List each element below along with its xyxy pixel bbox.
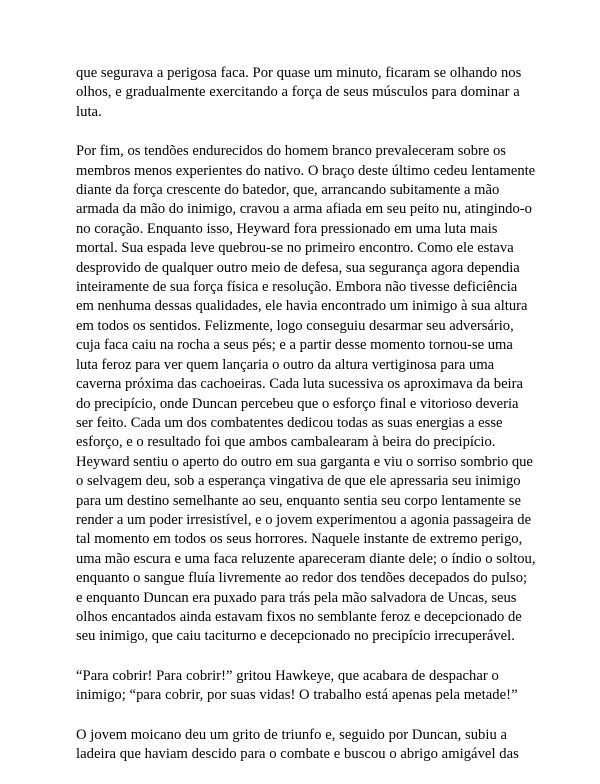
paragraph-4: O jovem moicano deu um grito de triunfo e, seguido por Duncan, subiu a ladeira que haviam descido para o combate e buscou o abrigo amigável das <box>76 726 519 762</box>
body-text <box>76 64 536 784</box>
paragraph-3: “Para cobrir! Para cobrir!” gritou Hawkeye, que acabara de despachar o inimigo; “para cobrir, por suas vidas! O trabalho está apenas pela metade!” <box>76 667 518 704</box>
paragraph-2: Por fim, os tendões endurecidos do homem branco prevaleceram sobre os membros menos experientes do nativo. O braço deste último cedeu lentamente diante da força crescente do batedor, que, arrancando subitamente a mão armada da mão do inimigo, cravou a arma afiada em seu peito nu, atingindo-o no coração. Enquanto isso, Heyward fora pressionado em uma luta mais mortal. Sua espada leve quebrou-se no primeiro encontro. Como ele estava desprovido de qualquer outro meio de defesa, sua segurança agora dependia inteiramente de sua força física e resolução. Embora não tivesse deficiência em nenhuma dessas qualidades, ele havia encontrado um inimigo à sua altura em todos os sentidos. Felizmente, logo conseguiu desarmar seu adversário, cuja faca caiu na rocha a seus pés; e a partir desse momento tornou-se uma luta feroz para ver quem lançaria o outro da altura vertiginosa para uma caverna próxima das cachoeiras. Cada luta sucessiva os aproximava da beira do precipício, onde Duncan percebeu que o esforço final e vitorioso deveria ser feito. Cada um dos combatentes dedicou todas as suas energias a esse esforço, e o resultado foi que ambos cambalearam à beira do precipício. Heyward sentiu o aperto do outro em sua garganta e viu o sorriso sombrio que o selvagem deu, sob a esperança vingativa de que ele apressaria seu inimigo para um destino semelhante ao seu, enquanto sentia seu corpo lentamente se render a um poder irresistível, e o jovem experimentou a agonia passageira de tal momento em todos os seus horrores. Naquele instante de extremo perigo, uma mão escura e uma faca reluzente apareceram diante dele; o índio o soltou, enquanto o sangue fluía livremente ao redor dos tendões decepados do pulso; e enquanto Duncan era puxado para trás pela mão salvadora de Uncas, seus olhos encantados ainda estavam fixos no semblante feroz e decepcionado de seu inimigo, que caiu taciturno e decepcionado no precipício irrecuperável. <box>76 143 536 645</box>
paragraph-1: que segurava a perigosa faca. Por quase um minuto, ficaram se olhando nos olhos, e gradualmente exercitando a força de seus músculos para dominar a luta. <box>76 65 522 120</box>
